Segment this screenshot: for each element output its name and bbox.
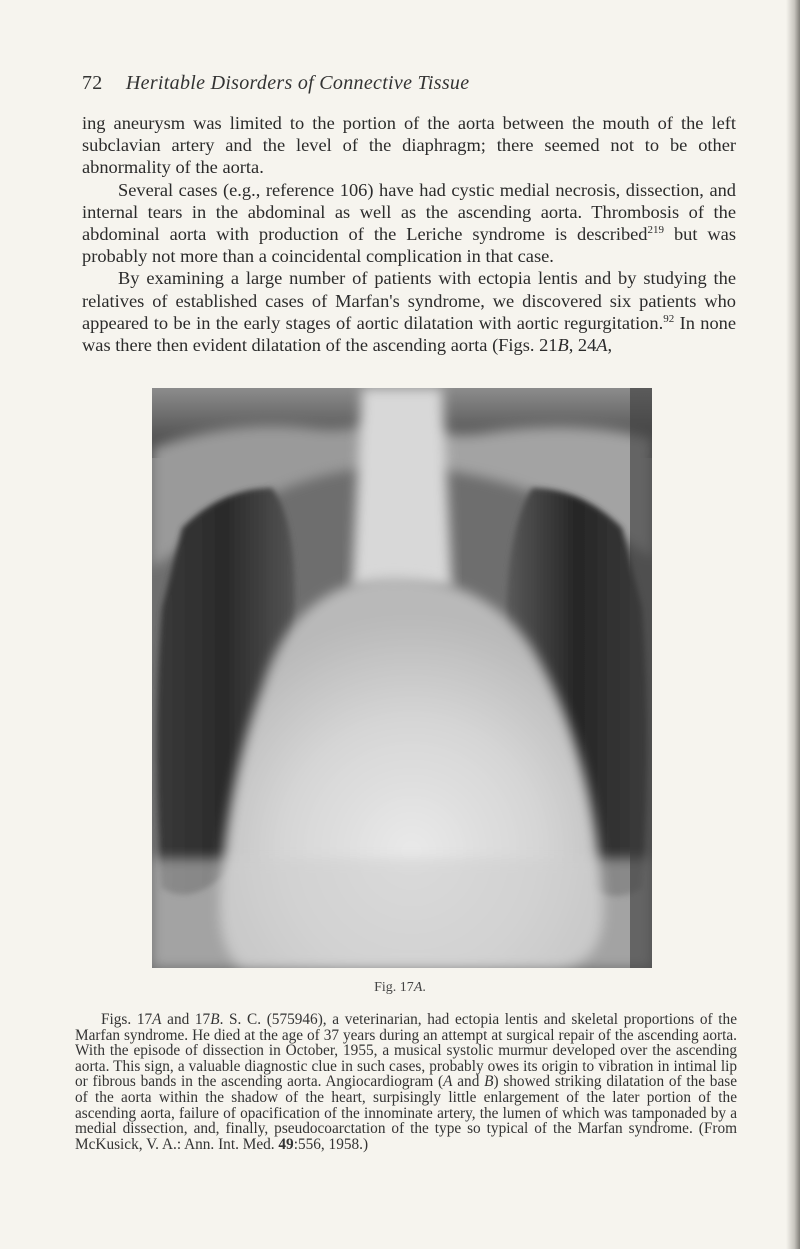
figure-caption: [75, 1012, 737, 1152]
caption-paragraph: [75, 1012, 737, 1152]
paragraph-2-text: Several cases (e.g., reference 106) have had cystic medial necrosis, dissection, and internal tears in the abdominal as well as the ascending aorta. Thrombosis of the abdominal aorta with production of the Leriche syndrome is described: [82, 179, 736, 245]
figure-label-letter: A: [413, 980, 423, 995]
caption-italic-4: B: [484, 1073, 494, 1091]
paragraph-2: [82, 179, 736, 268]
figure-label: [0, 980, 800, 996]
diaphragm-shadow: [152, 858, 652, 968]
paragraph-3-end: ,: [607, 335, 613, 356]
caption-text-2: and 17: [161, 1011, 211, 1028]
paragraph-1-text: ing aneurysm was limited to the portion of the aorta between the mouth of the left subclavian artery and the level of the diaphragm; there seemed not to be other abnormality of the aorta.: [82, 113, 736, 178]
page-number: 72: [82, 72, 103, 94]
fig-ref-sep: , 24: [568, 335, 597, 356]
reference-92: 92: [663, 312, 675, 325]
caption-text-1: Figs. 17: [101, 1011, 153, 1028]
caption-text-5: ) showed striking dilatation of the base of the aorta within the shadow of the heart, surpisingly little enlargement of the later portion of the ascending aorta, failure of opacification of the innominate artery, the lumen of which was tamponaded by a medial dissection, and, finally, pseudocoarctation of the type so typical of the Marfan syndrome. (From McKusick, V. A.: Ann. Int. Med.: [75, 1073, 737, 1153]
paragraph-3-text-end: In none was there then evident dilatation of the ascending aorta (Figs. 21: [82, 312, 736, 356]
xray-image: [152, 388, 652, 968]
caption-text-6: :556, 1958.): [293, 1135, 369, 1153]
caption-italic-3: A: [443, 1073, 453, 1091]
caption-text-4: and: [452, 1073, 485, 1091]
fig-ref-b: B: [557, 335, 569, 356]
paragraph-2-text-end: but was probably not more than a coincidental complication in that case.: [82, 224, 736, 267]
chest-xray-figure: [152, 388, 652, 968]
running-head: [82, 72, 469, 95]
paragraph-1: [82, 112, 736, 179]
film-edge: [630, 388, 652, 968]
mediastinum-shadow: [352, 388, 452, 588]
fig-ref-a: A: [596, 335, 608, 356]
book-title: Heritable Disorders of Connective Tissue: [125, 72, 470, 94]
reference-219: 219: [647, 224, 664, 237]
body-text: [82, 112, 736, 356]
paragraph-3-text: By examining a large number of patients with ectopia lentis and by studying the relatives of established cases of Marfan's syndrome, we discovered six patients who appeared to be in the early stages of aortic dilatation with aortic regurgitation.: [82, 268, 736, 333]
paragraph-3: [82, 267, 736, 356]
caption-italic-1: A: [152, 1011, 162, 1028]
caption-text-3: . S. C. (575946), a veterinarian, had ectopia lentis and skeletal proportions of the Marfan syndrome. He died at the age of 37 years during an attempt at surgical repair of the ascending aorta. With the episode of dissection in October, 1955, a musical systolic murmur developed over the ascending aorta. This sign, a valuable diagnostic clue in such cases, probably owes its origin to vibration in intimal lip or fibrous bands in the ascending aorta. Angiocardiogram (: [75, 1011, 737, 1091]
figure-label-prefix: Fig. 17: [374, 980, 414, 995]
caption-volume: 49: [278, 1135, 294, 1153]
figure-label-suffix: .: [422, 980, 426, 995]
page-edge-shadow: [786, 0, 800, 1249]
caption-italic-2: B: [210, 1011, 220, 1028]
